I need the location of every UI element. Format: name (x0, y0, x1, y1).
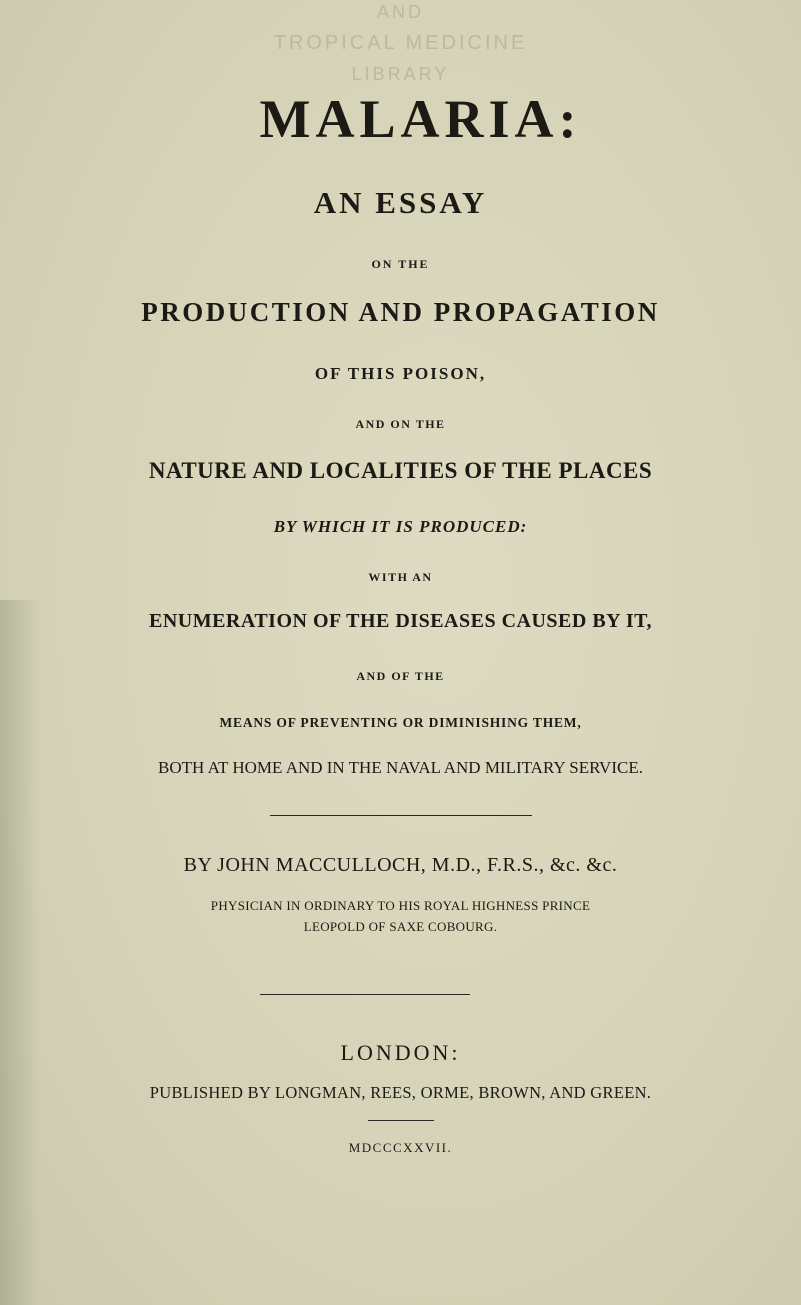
connector-with-an: WITH AN (368, 570, 433, 584)
imprint-city: LONDON: (340, 1040, 461, 1065)
page-edge-shadow (0, 600, 40, 1305)
book-title: MALARIA: (259, 89, 582, 149)
subject-both: BOTH AT HOME AND IN THE NAVAL AND MILITARY SERVICE. (158, 758, 643, 777)
divider-rule-bottom (260, 994, 470, 995)
subject-means: MEANS OF PREVENTING OR DIMINISHING THEM, (219, 715, 582, 730)
author-position-line1: PHYSICIAN IN ORDINARY TO HIS ROYAL HIGHNESS PRINCE (210, 898, 591, 913)
library-stamp-line2: TROPICAL MEDICINE (273, 32, 528, 54)
subject-enumeration: ENUMERATION OF THE DISEASES CAUSED BY IT, (148, 610, 652, 632)
divider-rule-short (368, 1120, 434, 1121)
author-position-line2: LEOPOLD OF SAXE COBOURG. (303, 919, 498, 934)
connector-and-of-the: AND OF THE (356, 669, 445, 683)
connector-and-on-the: AND ON THE (355, 417, 446, 431)
subject-nature: NATURE AND LOCALITIES OF THE PLACES (148, 458, 653, 483)
library-stamp-line1: AND (376, 2, 424, 22)
library-stamp-line3: LIBRARY (351, 64, 450, 84)
book-subtitle: AN ESSAY (313, 185, 488, 220)
author-line: BY JOHN MACCULLOCH, M.D., F.R.S., &c. &c. (183, 854, 618, 876)
subject-production: PRODUCTION AND PROPAGATION (141, 297, 660, 327)
divider-rule-top (270, 815, 532, 816)
subject-by-which: BY WHICH IT IS PRODUCED: (273, 517, 528, 536)
connector-on-the: ON THE (371, 257, 430, 271)
imprint-year: MDCCCXXVII. (348, 1140, 453, 1155)
subject-poison: OF THIS POISON, (314, 364, 487, 383)
imprint-publisher: PUBLISHED BY LONGMAN, REES, ORME, BROWN, AND GREEN. (149, 1083, 652, 1102)
